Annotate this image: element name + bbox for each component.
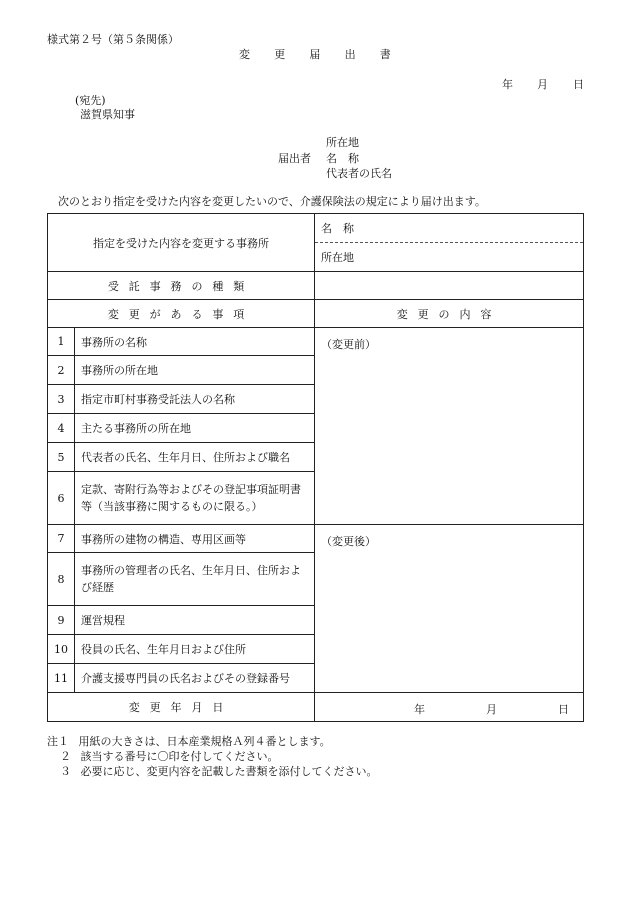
note-text: 必要に応じ、変更内容を記載した書類を添付してください。 [80,765,378,778]
item-number[interactable]: 7 [48,525,75,553]
item-number[interactable]: 1 [48,328,75,356]
item-number[interactable]: 10 [48,635,75,664]
note-1 [47,733,331,749]
addressee: 滋賀県知事 [80,108,135,121]
date-day: 日 [573,78,584,91]
item-number[interactable]: 4 [48,414,75,443]
office-address-label: 所在地 [321,251,354,264]
note-3 [60,763,378,779]
note-text: 該当する番号に〇印を付してください。 [80,750,279,763]
item-number[interactable]: 6 [48,472,75,525]
item-text: 運営規程 [75,606,315,635]
item-text: 役員の氏名、生年月日および住所 [75,635,315,664]
service-type-label-cell [48,272,315,300]
item-number[interactable]: 11 [48,664,75,693]
addressee-prefix: (宛先) [75,94,106,107]
page-title: 変更届出書 [239,48,415,61]
date-month: 月 [537,78,548,91]
item-text: 事務所の管理者の氏名、生年月日、住所および経歴 [75,553,315,606]
item-text: 主たる事務所の所在地 [75,414,315,443]
applicant-rep-label: 代表者の氏名 [326,167,392,180]
item-number[interactable]: 9 [48,606,75,635]
office-label: 指定を受けた内容を変更する事務所 [93,236,269,250]
item-number[interactable]: 3 [48,385,75,414]
change-before-cell[interactable] [315,328,584,525]
item-text: 介護支援専門員の氏名およびその登録番号 [75,664,315,693]
item-text: 定款、寄附行為等およびその登記事項証明書等（当該事務に関するものに限る。） [75,472,315,525]
change-after-cell[interactable] [315,525,584,693]
change-date-label-cell [48,693,315,722]
note-label: ２ [60,750,71,763]
item-text: 事務所の建物の構造、専用区画等 [75,525,315,553]
service-type-value-cell[interactable] [315,272,584,300]
change-date-day: 日 [558,703,569,716]
note-label: ３ [60,765,71,778]
changed-items-header: 変更がある事項 [107,307,255,321]
note-label: 注１ [47,735,69,748]
change-after-label: （変更後） [321,535,376,548]
change-date-label: 変更年月日 [128,701,234,714]
item-number[interactable]: 5 [48,443,75,472]
applicant-name-label: 名 称 [326,152,359,165]
note-2 [60,748,279,764]
office-address-cell[interactable] [315,243,584,272]
change-date-value-cell[interactable] [315,693,584,722]
service-type-label: 受託事務の種類 [107,279,255,293]
item-number[interactable]: 2 [48,356,75,385]
change-form-table [47,213,584,722]
item-text: 事務所の所在地 [75,356,315,385]
change-content-header: 変更の内容 [396,307,502,321]
item-number[interactable]: 8 [48,553,75,606]
change-before-label: （変更前） [321,338,376,351]
change-content-header-cell [315,300,584,328]
change-date-year: 年 [414,703,425,716]
changed-items-header-cell [48,300,315,328]
office-label-cell [48,214,315,272]
applicant-address-label: 所在地 [326,136,359,149]
item-text: 代表者の氏名、生年月日、住所および職名 [75,443,315,472]
note-text: 用紙の大きさは、日本産業規格Ａ列４番とします。 [78,735,331,748]
office-name-label: 名 称 [321,222,354,235]
item-text: 事務所の名称 [75,328,315,356]
item-text: 指定市町村事務受託法人の名称 [75,385,315,414]
applicant-role-label: 届出者 [278,152,311,165]
form-number: 様式第２号（第５条関係） [47,33,179,46]
change-date-month: 月 [486,703,497,716]
office-name-cell[interactable] [315,214,584,243]
date-year: 年 [502,78,513,91]
intro-text: 次のとおり指定を受けた内容を変更したいので、介護保険法の規定により届け出ます。 [58,195,486,208]
